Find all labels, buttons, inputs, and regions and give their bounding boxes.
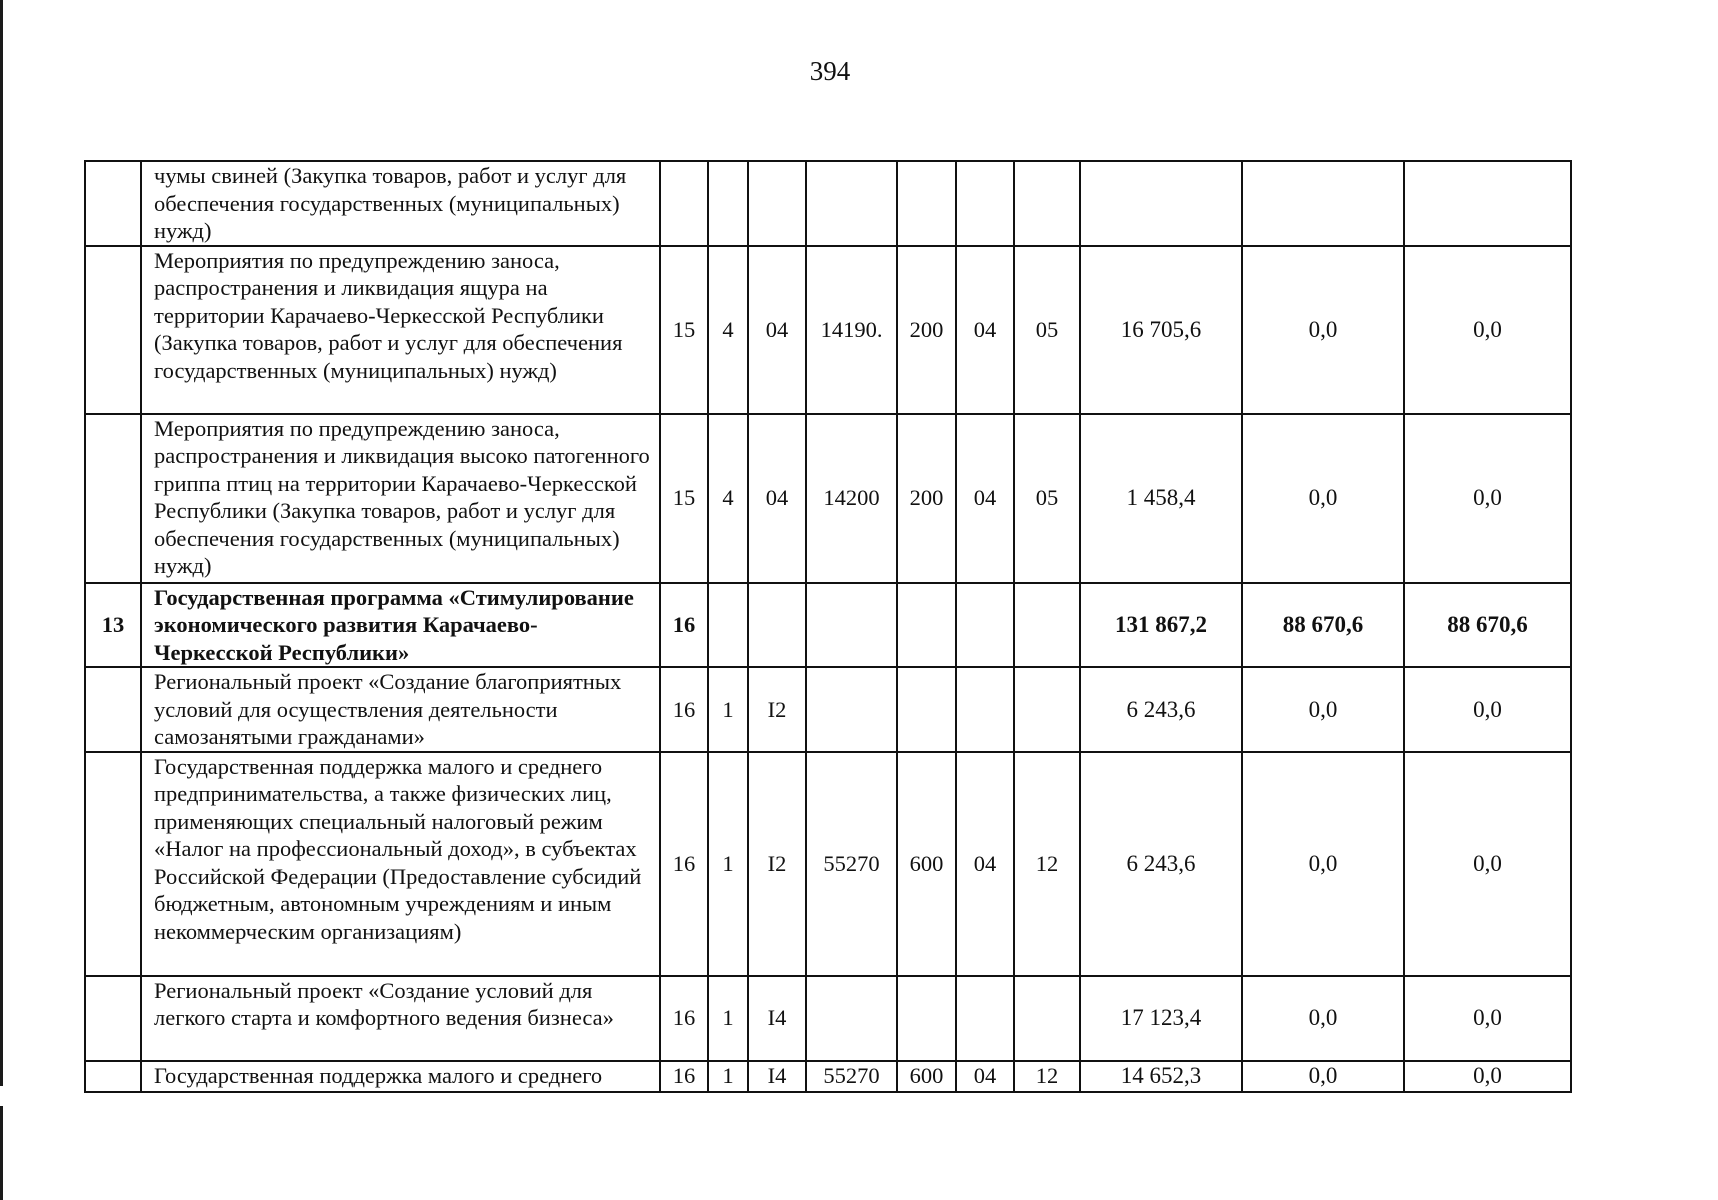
code-cell: 04 <box>748 246 806 414</box>
code-cell <box>897 976 956 1061</box>
code-cell <box>748 161 806 246</box>
code-cell <box>806 667 897 752</box>
budget-table <box>84 160 1572 1093</box>
amount-cell: 6 243,6 <box>1080 667 1242 752</box>
code-cell: 04 <box>956 246 1014 414</box>
row-number-cell <box>85 1061 141 1092</box>
amount-cell: 0,0 <box>1242 1061 1404 1092</box>
amount-cell <box>1404 161 1571 246</box>
table-row <box>85 161 1571 246</box>
code-cell: 600 <box>897 1061 956 1092</box>
amount-cell: 0,0 <box>1404 414 1571 583</box>
code-cell: 16 <box>660 752 708 976</box>
code-cell <box>956 976 1014 1061</box>
code-cell: 05 <box>1014 246 1080 414</box>
amount-cell: 0,0 <box>1242 667 1404 752</box>
table-row <box>85 752 1571 976</box>
amount-cell: 0,0 <box>1242 246 1404 414</box>
code-cell <box>897 583 956 668</box>
code-cell <box>897 161 956 246</box>
amount-cell: 6 243,6 <box>1080 752 1242 976</box>
amount-cell: 17 123,4 <box>1080 976 1242 1061</box>
code-cell <box>956 583 1014 668</box>
amount-cell: 0,0 <box>1404 667 1571 752</box>
row-name-cell: Государственная поддержка малого и среднего <box>141 1061 660 1092</box>
code-cell: I2 <box>748 667 806 752</box>
amount-cell: 0,0 <box>1404 752 1571 976</box>
table-row <box>85 414 1571 583</box>
code-cell: 16 <box>660 976 708 1061</box>
code-cell: 1 <box>708 667 748 752</box>
amount-cell: 131 867,2 <box>1080 583 1242 668</box>
row-number-cell <box>85 414 141 583</box>
page-number: 394 <box>809 56 851 86</box>
code-cell: 04 <box>956 414 1014 583</box>
code-cell: 4 <box>708 246 748 414</box>
code-cell: 14200 <box>806 414 897 583</box>
row-number-cell: 13 <box>85 583 141 668</box>
code-cell: 15 <box>660 246 708 414</box>
code-cell: 15 <box>660 414 708 583</box>
code-cell: I2 <box>748 752 806 976</box>
code-cell: 200 <box>897 246 956 414</box>
amount-cell: 88 670,6 <box>1242 583 1404 668</box>
code-cell <box>748 583 806 668</box>
code-cell: 04 <box>956 1061 1014 1092</box>
row-number-cell <box>85 246 141 414</box>
code-cell: 1 <box>708 976 748 1061</box>
code-cell <box>806 583 897 668</box>
table-row <box>85 246 1571 414</box>
amount-cell: 14 652,3 <box>1080 1061 1242 1092</box>
code-cell: 16 <box>660 583 708 668</box>
code-cell: 4 <box>708 414 748 583</box>
amount-cell: 0,0 <box>1404 976 1571 1061</box>
code-cell <box>1014 976 1080 1061</box>
code-cell <box>660 161 708 246</box>
row-name-cell: Мероприятия по предупреждению заноса, распространения и ликвидация ящура на территории Карачаево-Черкесской Республики (Закупка товаров, работ и услуг для обеспечения государственных (муниципальных) нужд) <box>141 246 660 414</box>
code-cell: 04 <box>956 752 1014 976</box>
table-row <box>85 1061 1571 1092</box>
row-name-cell: чумы свиней (Закупка товаров, работ и услуг для обеспечения государственных (муниципальных) нужд) <box>141 161 660 246</box>
row-name-cell: Региональный проект «Создание условий для легкого старта и комфортного ведения бизнеса» <box>141 976 660 1061</box>
code-cell: 04 <box>748 414 806 583</box>
amount-cell <box>1080 161 1242 246</box>
code-cell: I4 <box>748 1061 806 1092</box>
code-cell: 12 <box>1014 752 1080 976</box>
code-cell <box>1014 667 1080 752</box>
code-cell <box>708 161 748 246</box>
code-cell: 200 <box>897 414 956 583</box>
code-cell <box>956 667 1014 752</box>
amount-cell: 0,0 <box>1242 752 1404 976</box>
amount-cell <box>1242 161 1404 246</box>
code-cell: 600 <box>897 752 956 976</box>
code-cell: 1 <box>708 752 748 976</box>
code-cell <box>956 161 1014 246</box>
code-cell <box>708 583 748 668</box>
row-name-cell: Государственная программа «Стимулирование экономического развития Карачаево-Черкесской Республики» <box>141 583 660 668</box>
row-name-cell: Мероприятия по предупреждению заноса, распространения и ликвидация высоко патогенного гриппа птиц на территории Карачаево-Черкесской Республики (Закупка товаров, работ и услуг для обеспечения государственных (муниципальных) нужд) <box>141 414 660 583</box>
row-number-cell <box>85 752 141 976</box>
scan-left-edge <box>0 0 3 1200</box>
row-number-cell <box>85 976 141 1061</box>
amount-cell: 16 705,6 <box>1080 246 1242 414</box>
code-cell: 1 <box>708 1061 748 1092</box>
amount-cell: 0,0 <box>1242 976 1404 1061</box>
table-row <box>85 583 1571 668</box>
row-number-cell <box>85 161 141 246</box>
table-row <box>85 976 1571 1061</box>
code-cell <box>1014 161 1080 246</box>
code-cell <box>806 976 897 1061</box>
code-cell <box>897 667 956 752</box>
row-number-cell <box>85 667 141 752</box>
code-cell: 14190. <box>806 246 897 414</box>
code-cell: 12 <box>1014 1061 1080 1092</box>
code-cell: 05 <box>1014 414 1080 583</box>
scan-left-edge-gap <box>0 1086 4 1106</box>
row-name-cell: Региональный проект «Создание благоприятных условий для осуществления деятельности самозанятыми гражданами» <box>141 667 660 752</box>
code-cell: 55270 <box>806 752 897 976</box>
code-cell: 16 <box>660 1061 708 1092</box>
code-cell: 16 <box>660 667 708 752</box>
amount-cell: 0,0 <box>1242 414 1404 583</box>
table-row <box>85 667 1571 752</box>
row-name-cell: Государственная поддержка малого и среднего предпринимательства, а также физических лиц, применяющих специальный налоговый режим «Налог на профессиональный доход», в субъектах Российской Федерации (Предоставление субсидий бюджетным, автономным учреждениям и иным некоммерческим организациям) <box>141 752 660 976</box>
code-cell <box>1014 583 1080 668</box>
amount-cell: 0,0 <box>1404 246 1571 414</box>
code-cell: I4 <box>748 976 806 1061</box>
amount-cell: 0,0 <box>1404 1061 1571 1092</box>
code-cell <box>806 161 897 246</box>
code-cell: 55270 <box>806 1061 897 1092</box>
amount-cell: 1 458,4 <box>1080 414 1242 583</box>
amount-cell: 88 670,6 <box>1404 583 1571 668</box>
